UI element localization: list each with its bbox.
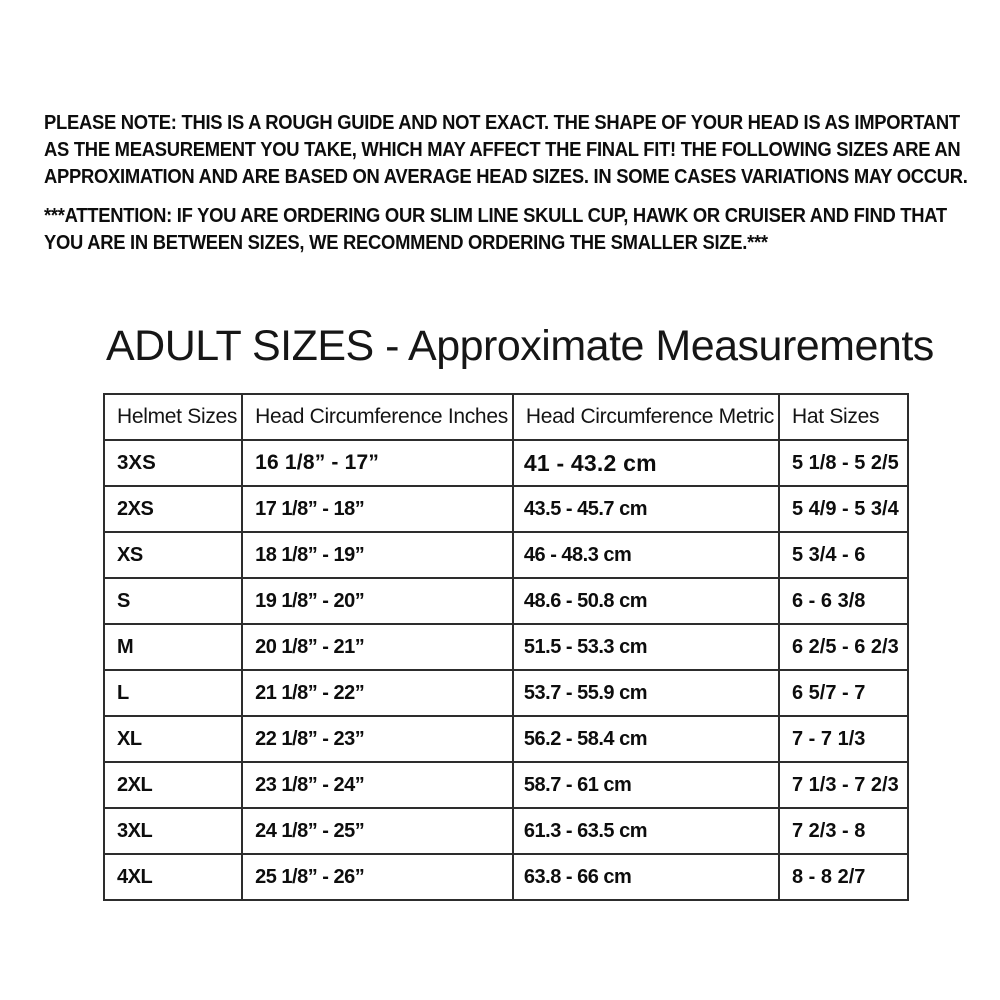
table-cell-inches: 21 1/8” - 22”: [242, 670, 513, 716]
note-paragraph: [44, 110, 984, 191]
note-line-2: AS THE MEASUREMENT YOU TAKE, WHICH MAY AFFECT THE FINAL FIT! THE FOLLOWING SIZES ARE AN: [44, 139, 961, 161]
table-cell-metric: 41 - 43.2 cm: [513, 440, 779, 486]
table-cell-helmet_size: 2XS: [104, 486, 242, 532]
table-row: [104, 854, 908, 900]
table-cell-inches: 17 1/8” - 18”: [242, 486, 513, 532]
table-cell-inches: 18 1/8” - 19”: [242, 532, 513, 578]
table-cell-hat_size: 6 - 6 3/8: [779, 578, 908, 624]
table-cell-helmet_size: 3XS: [104, 440, 242, 486]
table-cell-inches: 19 1/8” - 20”: [242, 578, 513, 624]
note-line-1: PLEASE NOTE: THIS IS A ROUGH GUIDE AND NOT EXACT. THE SHAPE OF YOUR HEAD IS AS IMPORTANT: [44, 112, 960, 134]
attention-line-1: ***ATTENTION: IF YOU ARE ORDERING OUR SLIM LINE SKULL CUP, HAWK OR CRUISER AND FIND THAT: [44, 205, 947, 227]
table-cell-hat_size: 7 - 7 1/3: [779, 716, 908, 762]
table-cell-metric: 46 - 48.3 cm: [513, 532, 779, 578]
table-cell-helmet_size: M: [104, 624, 242, 670]
table-cell-metric: 63.8 - 66 cm: [513, 854, 779, 900]
table-cell-hat_size: 5 3/4 - 6: [779, 532, 908, 578]
column-header-head-circumference-inches: Head Circumference Inches: [242, 394, 513, 440]
table-cell-helmet_size: XL: [104, 716, 242, 762]
table-cell-helmet_size: XS: [104, 532, 242, 578]
table-cell-inches: 16 1/8” - 17”: [242, 440, 513, 486]
adult-sizes-table: [103, 393, 909, 901]
table-cell-metric: 48.6 - 50.8 cm: [513, 578, 779, 624]
table-row: [104, 716, 908, 762]
table-row: [104, 670, 908, 716]
table-row: [104, 808, 908, 854]
table-row: [104, 440, 908, 486]
table-cell-helmet_size: 4XL: [104, 854, 242, 900]
table-cell-metric: 58.7 - 61 cm: [513, 762, 779, 808]
table-row: [104, 486, 908, 532]
table-cell-metric: 51.5 - 53.3 cm: [513, 624, 779, 670]
table-row: [104, 578, 908, 624]
table-cell-inches: 20 1/8” - 21”: [242, 624, 513, 670]
note-line-3: APPROXIMATION AND ARE BASED ON AVERAGE HEAD SIZES. IN SOME CASES VARIATIONS MAY OCCUR.: [44, 166, 968, 188]
table-cell-inches: 25 1/8” - 26”: [242, 854, 513, 900]
column-header-head-circumference-metric: Head Circumference Metric: [513, 394, 779, 440]
table-cell-helmet_size: 2XL: [104, 762, 242, 808]
column-header-hat-sizes: Hat Sizes: [779, 394, 908, 440]
table-cell-metric: 61.3 - 63.5 cm: [513, 808, 779, 854]
table-cell-hat_size: 6 5/7 - 7: [779, 670, 908, 716]
page-title: ADULT SIZES - Approximate Measurements: [106, 322, 934, 370]
attention-paragraph: [44, 203, 984, 257]
table-cell-metric: 56.2 - 58.4 cm: [513, 716, 779, 762]
table-row: [104, 532, 908, 578]
table-cell-inches: 23 1/8” - 24”: [242, 762, 513, 808]
table-row: [104, 624, 908, 670]
attention-line-2: YOU ARE IN BETWEEN SIZES, WE RECOMMEND ORDERING THE SMALLER SIZE.***: [44, 232, 768, 254]
table-cell-inches: 22 1/8” - 23”: [242, 716, 513, 762]
table-cell-inches: 24 1/8” - 25”: [242, 808, 513, 854]
table-cell-helmet_size: L: [104, 670, 242, 716]
table-header-row: [104, 394, 908, 440]
table-row: [104, 762, 908, 808]
table-cell-metric: 53.7 - 55.9 cm: [513, 670, 779, 716]
table-cell-hat_size: 8 - 8 2/7: [779, 854, 908, 900]
table-cell-hat_size: 6 2/5 - 6 2/3: [779, 624, 908, 670]
table-cell-hat_size: 7 1/3 - 7 2/3: [779, 762, 908, 808]
table-cell-hat_size: 7 2/3 - 8: [779, 808, 908, 854]
table-cell-hat_size: 5 4/9 - 5 3/4: [779, 486, 908, 532]
column-header-helmet-sizes: Helmet Sizes: [104, 394, 242, 440]
table-cell-hat_size: 5 1/8 - 5 2/5: [779, 440, 908, 486]
table-cell-helmet_size: 3XL: [104, 808, 242, 854]
table-cell-metric: 43.5 - 45.7 cm: [513, 486, 779, 532]
table-cell-helmet_size: S: [104, 578, 242, 624]
